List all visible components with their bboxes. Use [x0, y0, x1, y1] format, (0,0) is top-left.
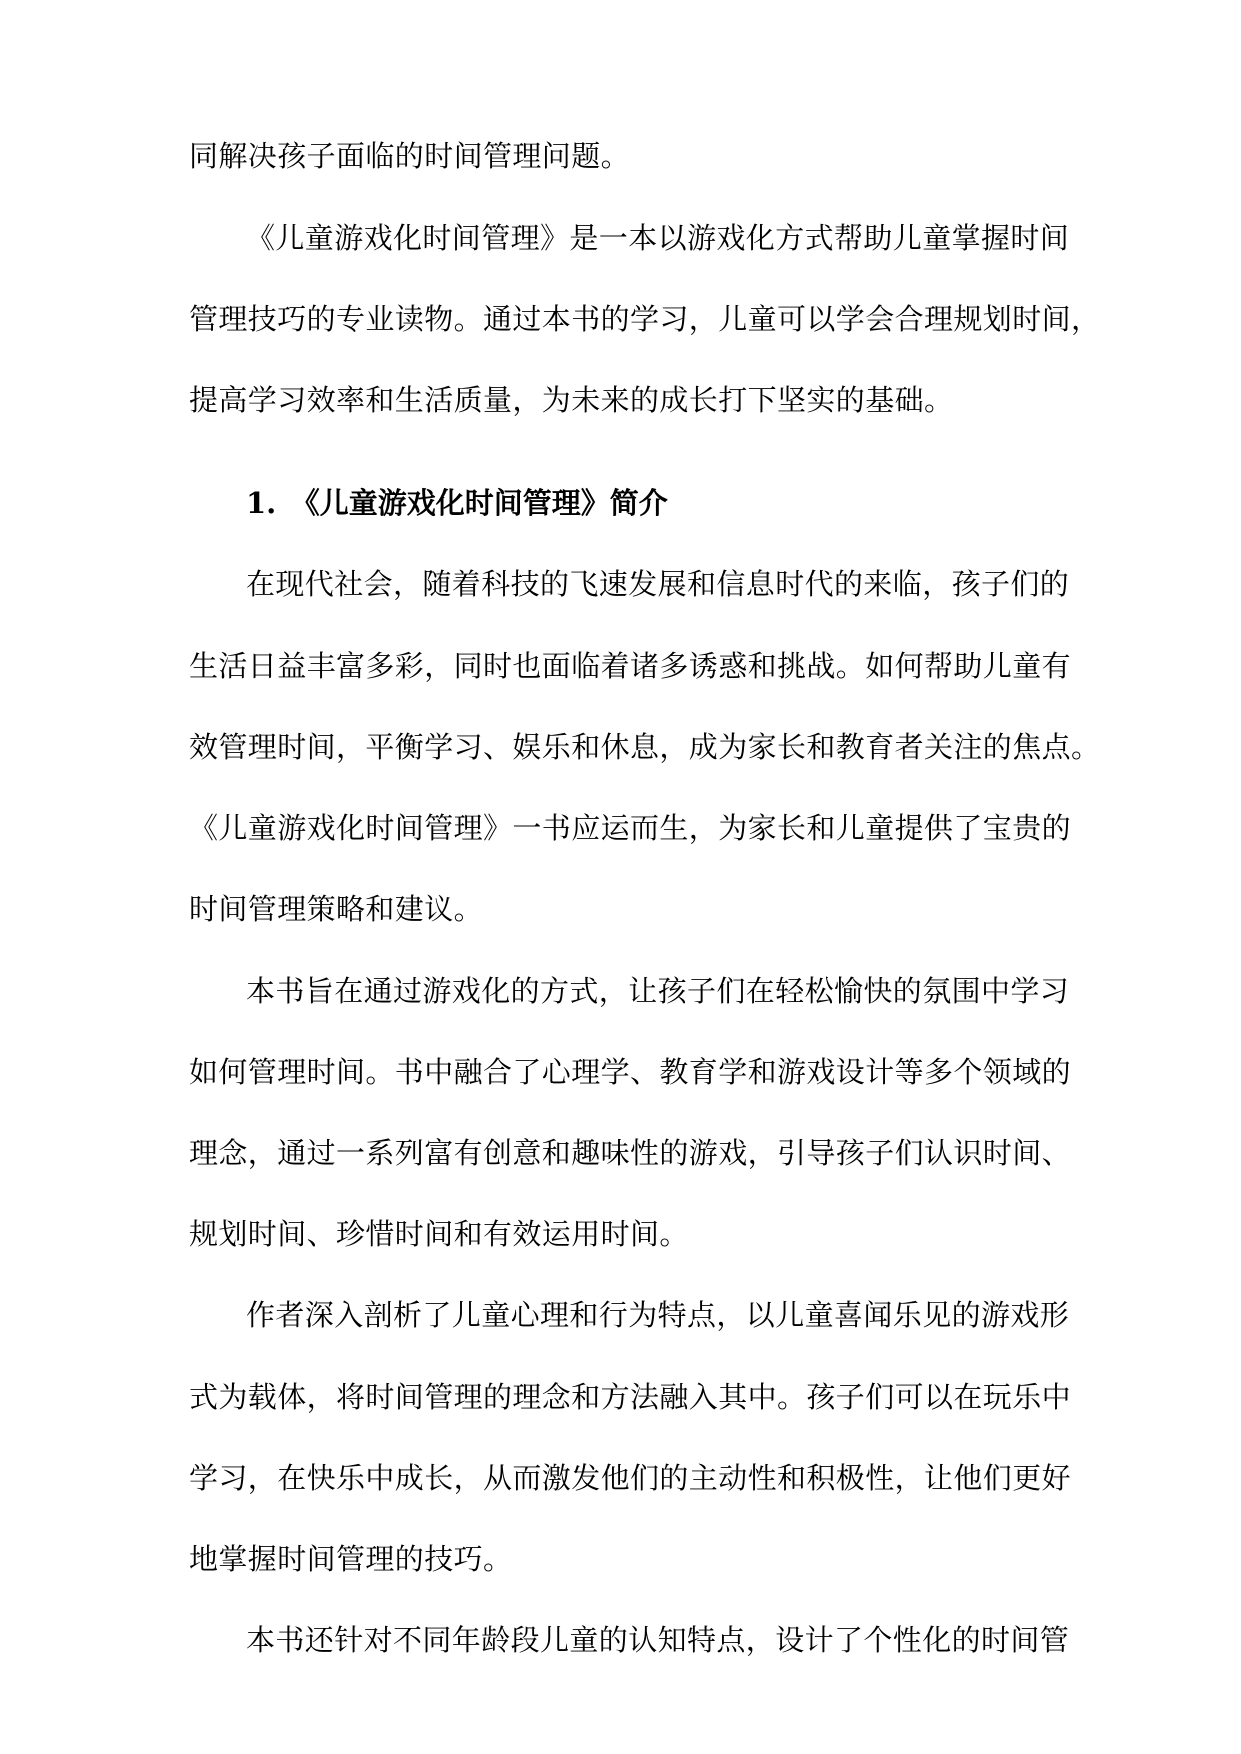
text-line: 生活日益丰富多彩，同时也面临着诸多诱惑和挑战。如何帮助儿童有	[189, 649, 1072, 683]
text-line: 时间管理策略和建议。	[189, 892, 484, 926]
section-heading: 1. 《儿童游戏化时间管理》简介	[246, 486, 668, 520]
text-line: 规划时间、珍惜时间和有效运用时间。	[189, 1217, 689, 1251]
paragraph-first-line: 本书还针对不同年龄段儿童的认知特点，设计了个性化的时间管	[246, 1623, 1070, 1657]
text-line: 理念，通过一系列富有创意和趣味性的游戏，引导孩子们认识时间、	[189, 1136, 1072, 1170]
paragraph-first-line: 本书旨在通过游戏化的方式，让孩子们在轻松愉快的氛围中学习	[246, 974, 1070, 1008]
text-line: 学习，在快乐中成长，从而激发他们的主动性和积极性，让他们更好	[189, 1461, 1072, 1495]
text-line: 提高学习效率和生活质量，为未来的成长打下坚实的基础。	[189, 383, 954, 417]
text-line: 管理技巧的专业读物。通过本书的学习，儿童可以学会合理规划时间，	[189, 302, 1101, 336]
text-line: 地掌握时间管理的技巧。	[189, 1542, 513, 1576]
text-line: 式为载体，将时间管理的理念和方法融入其中。孩子们可以在玩乐中	[189, 1380, 1072, 1414]
text-line: 同解决孩子面临的时间管理问题。	[189, 139, 631, 173]
paragraph-first-line: 作者深入剖析了儿童心理和行为特点，以儿童喜闻乐见的游戏形	[246, 1298, 1070, 1332]
text-line: 《儿童游戏化时间管理》一书应运而生，为家长和儿童提供了宝贵的	[189, 811, 1072, 845]
text-line: 如何管理时间。书中融合了心理学、教育学和游戏设计等多个领域的	[189, 1055, 1072, 1089]
paragraph-first-line: 在现代社会，随着科技的飞速发展和信息时代的来临，孩子们的	[246, 567, 1070, 601]
text-line: 效管理时间，平衡学习、娱乐和休息，成为家长和教育者关注的焦点。	[189, 730, 1101, 764]
paragraph-first-line: 《儿童游戏化时间管理》是一本以游戏化方式帮助儿童掌握时间	[246, 221, 1070, 255]
